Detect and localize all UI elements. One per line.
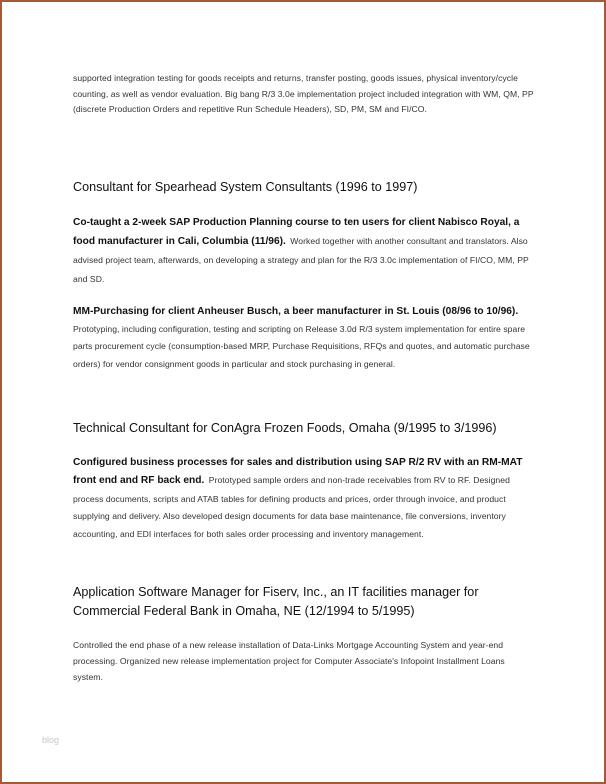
entry-nabisco (73, 212, 535, 287)
entry-lead: Configured business processes for sales and distribution using SAP R/2 RV with an RM-MAT front end and RF back end. (73, 457, 523, 487)
entry-fiserv: Controlled the end phase of a new release installation of Data-Links Mortgage Accounting System and year-end processing. Organized new release implementation project for Computer Associate's Infopoint Installment Loans system. (73, 640, 505, 682)
section-heading-spearhead: Consultant for Spearhead System Consultants (1996 to 1997) (73, 180, 418, 194)
entry-body: Prototyped sample orders and non-trade receivables from RV to RF. Designed process documents, scripts and ATAB tables for defining products and prices, order through invoice, and product supplying and delivery. Also developed design documents for data base maintenance, file conversions, inventory accounting, and EDI interfaces for both sales order processing and inventory management. (73, 475, 510, 539)
entry-body: Prototyping, including configuration, testing and scripting on Release 3.0d R/3 system implementation for entire spare parts procurement cycle (consumption-based MRP, Purchase Requisitions, RFQs and quotes, and automatic purchase orders) for vendor consignment goods in particular and stock purchasing in general. (73, 323, 530, 369)
intro-paragraph: supported integration testing for goods receipts and returns, transfer posting, goods issues, physical inventory/cycle counting, as well as vendor evaluation. Big bang R/3 3.0e implementation project included integration with WM, QM, PP (discrete Production Orders and repetitive Run Schedule Headers), SD, PM, SM and FI/CO. (73, 73, 534, 114)
entry-conagra (73, 453, 535, 542)
entry-anheuser-busch (73, 302, 535, 372)
section-heading-fiserv: Application Software Manager for Fiserv, Inc., an IT facilities manager for Commercial Federal Bank in Omaha, NE (12/1994 to 5/1995) (73, 585, 479, 618)
entry-lead: MM-Purchasing for client Anheuser Busch, a beer manufacturer in St. Louis (08/96 to 10/96). (73, 306, 519, 317)
entry-lead: Co-taught a 2-week SAP Production Planning course to ten users for client Nabisco Royal, a food manufacturer in Cali, Columbia (11/96). (73, 217, 520, 247)
section-heading-conagra: Technical Consultant for ConAgra Frozen Foods, Omaha (9/1995 to 3/1996) (73, 421, 497, 435)
entry-body: Worked together with another consultant and translators. Also advised project team, afterwards, on developing a strategy and plan for the R/3 3.0c implementation of FI/CO, MM, PP and SD. (73, 236, 529, 284)
watermark-text: blog (42, 735, 60, 745)
